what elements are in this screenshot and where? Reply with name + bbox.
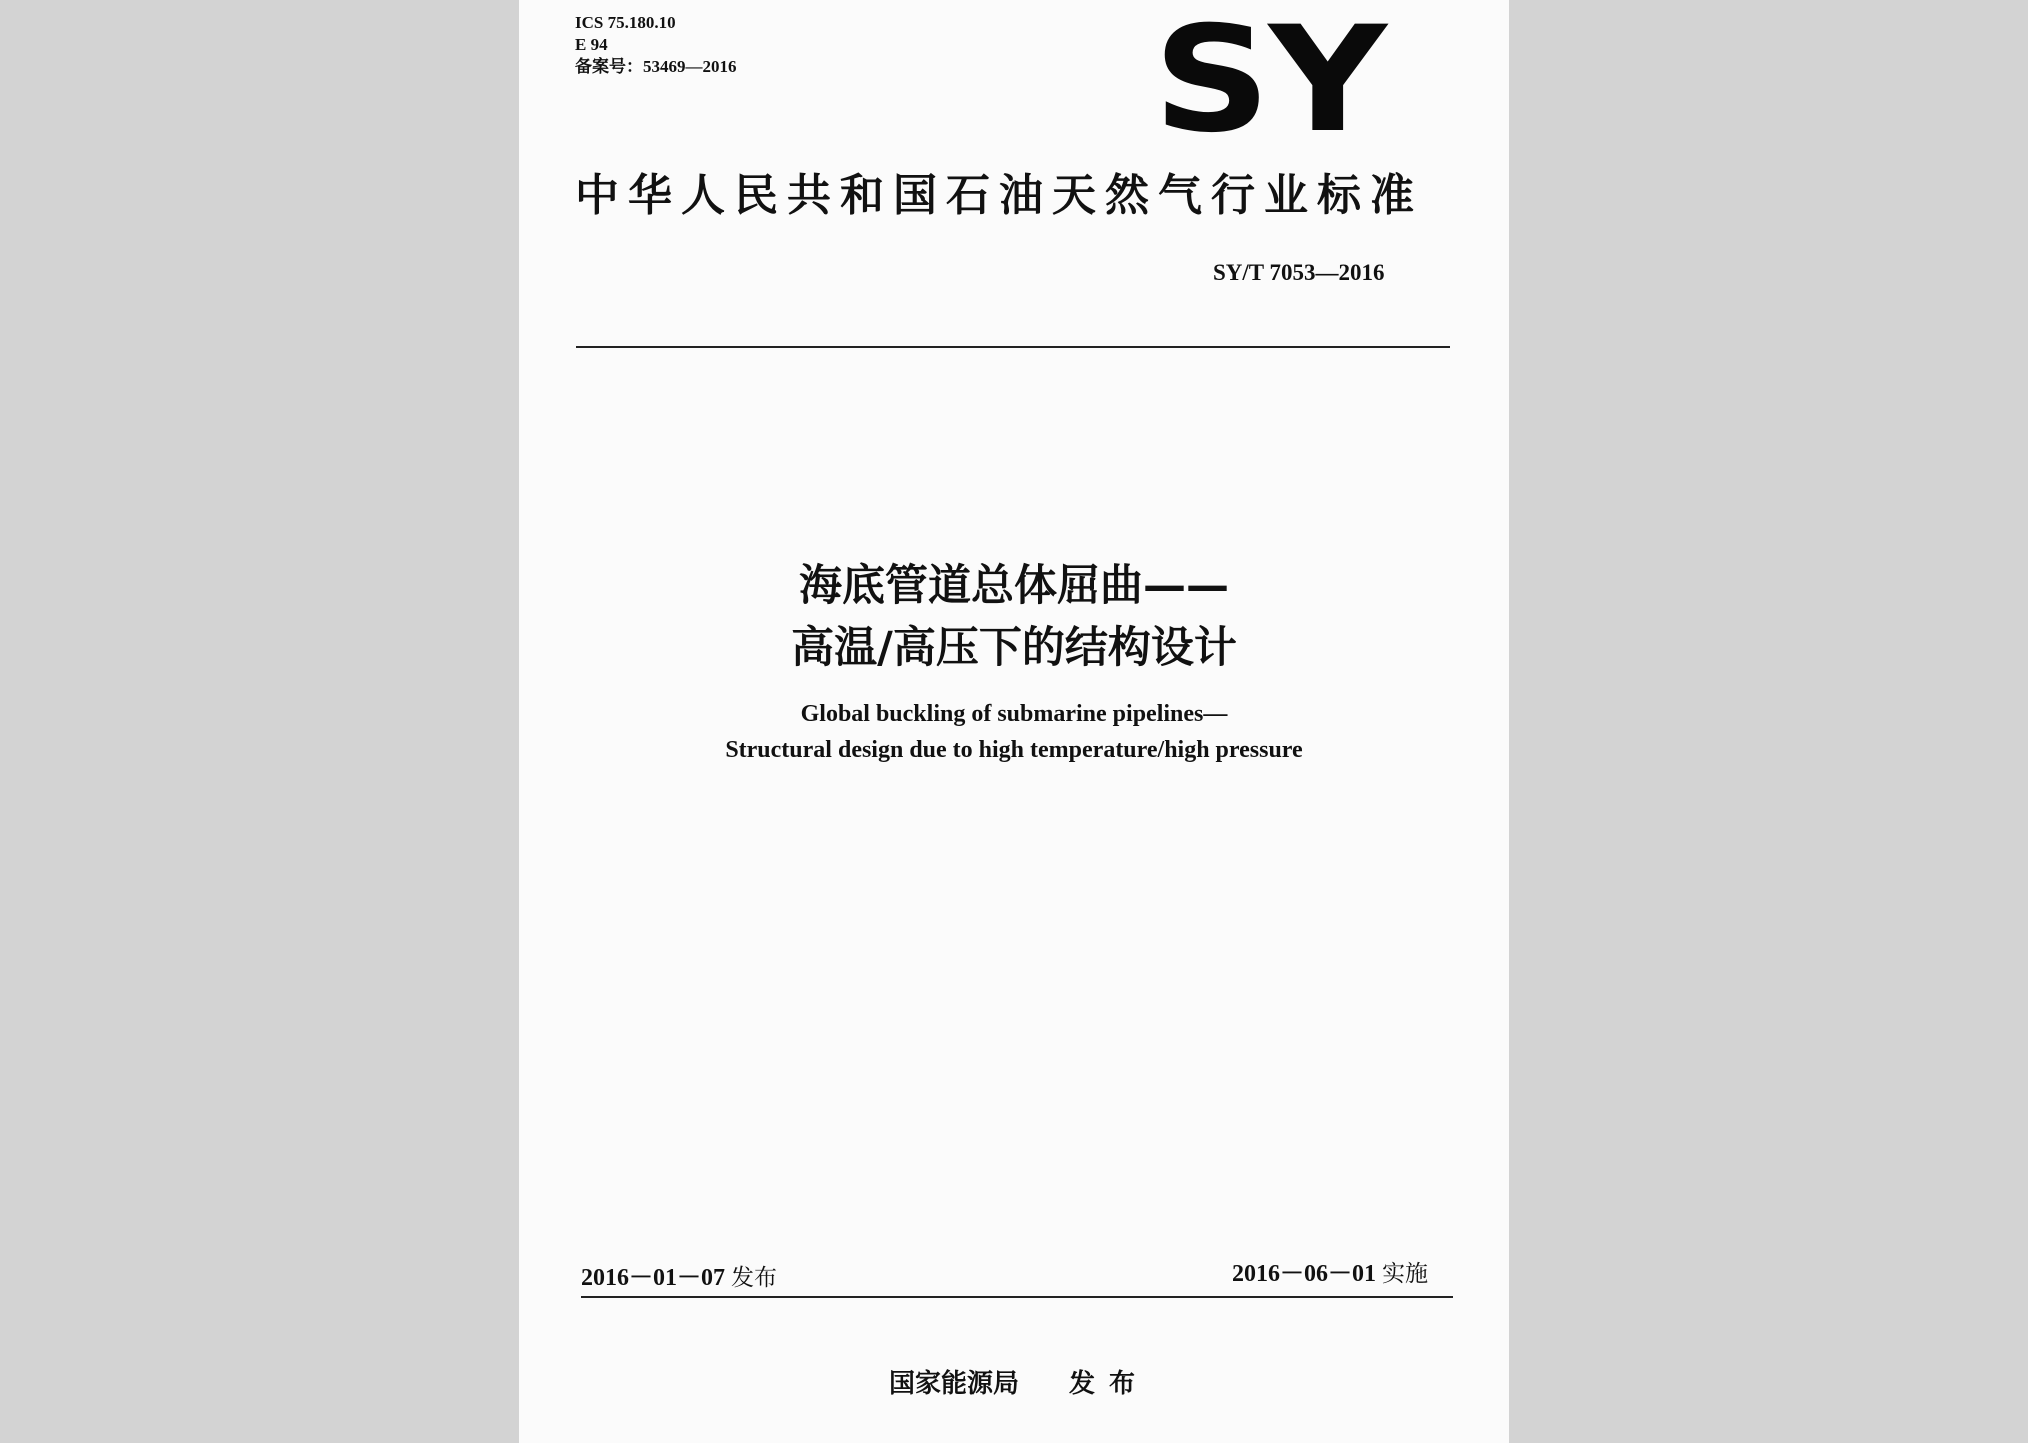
publish-date-block xyxy=(581,1262,777,1294)
ics-code: ICS 75.180.10 xyxy=(575,13,676,32)
implement-date: 2016－06－01 xyxy=(1232,1261,1376,1287)
document-cover xyxy=(519,0,1509,1443)
record-number: 备案号：53469—2016 xyxy=(575,57,737,76)
bottom-divider xyxy=(581,1296,1453,1298)
title-en-line1: Global buckling of submarine pipelines— xyxy=(800,701,1228,727)
implement-date-block xyxy=(1232,1258,1428,1290)
title-cn-line1: 海底管道总体屈曲—— xyxy=(799,561,1229,611)
publisher-block xyxy=(889,1366,1149,1402)
publish-date: 2016－01－07 xyxy=(581,1265,725,1291)
classification-block xyxy=(575,12,737,78)
publish-label: 发布 xyxy=(731,1265,777,1291)
implement-label: 实施 xyxy=(1382,1261,1428,1287)
top-divider xyxy=(576,346,1450,348)
standard-code: SY/T 7053—2016 xyxy=(1213,260,1385,285)
publisher-action: 发布 xyxy=(1069,1369,1150,1399)
title-cn-line2: 高温/高压下的结构设计 xyxy=(791,623,1237,673)
sy-logo: SY xyxy=(1153,0,1385,165)
standard-name: 中华人民共和国石油天然气行业标准 xyxy=(575,170,1423,221)
title-en-line2: Structural design due to high temperature/high pressure xyxy=(725,737,1303,763)
category-code: E 94 xyxy=(575,35,608,54)
publisher-name: 国家能源局 xyxy=(889,1369,1020,1399)
